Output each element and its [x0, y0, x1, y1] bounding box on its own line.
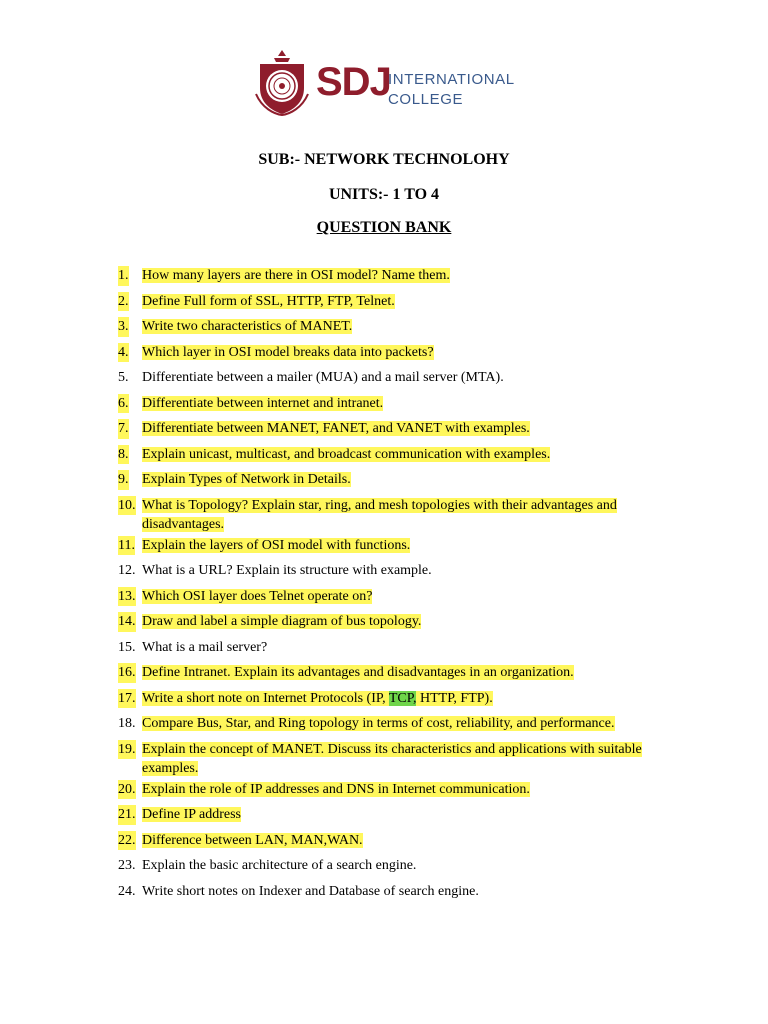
question-item: [118, 536, 648, 556]
question-item: [118, 714, 648, 734]
question-text: Write two characteristics of MANET.: [142, 319, 353, 334]
question-number: 13.: [118, 587, 136, 607]
question-text: What is a mail server?: [142, 639, 268, 655]
question-text: Define Full form of SSL, HTTP, FTP, Telnet.: [142, 293, 395, 309]
question-item: [118, 856, 648, 876]
brand-college-name: [388, 70, 515, 110]
college-seal-icon: [252, 48, 312, 116]
question-item: [118, 343, 648, 363]
brand-line-1: INTERNATIONAL: [388, 71, 515, 88]
question-text: Difference between LAN, MAN,WAN.: [142, 832, 363, 848]
question-text: Differentiate between a mailer (MUA) and a mail server (MTA).: [142, 370, 504, 385]
question-item: [118, 740, 648, 779]
question-list: [118, 266, 648, 907]
units-heading: UNITS:- 1 TO 4: [328, 186, 440, 203]
question-number: 6.: [118, 394, 129, 414]
question-text: Explain Types of Network in Details.: [142, 472, 351, 487]
question-text: Define IP address: [142, 807, 242, 822]
question-text: Explain the layers of OSI model with functions.: [142, 537, 411, 553]
question-item: [118, 882, 648, 902]
question-number: 22.: [118, 831, 136, 851]
question-number: 11.: [118, 536, 135, 556]
question-text: Differentiate between MANET, FANET, and VANET with examples.: [142, 421, 530, 436]
question-text: Explain the concept of MANET. Discuss its characteristics and applications with suitable examples.: [142, 741, 642, 776]
question-number: 18.: [118, 716, 136, 731]
question-text: Explain the role of IP addresses and DNS in Internet communication.: [142, 781, 530, 797]
question-text: What is Topology? Explain star, ring, and mesh topologies with their advantages and disadvantages.: [142, 497, 617, 532]
question-item: [118, 292, 648, 312]
question-item: [118, 831, 648, 851]
question-text: Write short notes on Indexer and Database of search engine.: [142, 883, 479, 899]
question-number: 3.: [118, 317, 129, 337]
question-text: Draw and label a simple diagram of bus topology.: [142, 614, 422, 629]
college-logo: [252, 48, 522, 120]
question-number: 14.: [118, 612, 136, 632]
question-number: 24.: [118, 883, 136, 899]
question-text-part: Write a short note on Internet Protocols (IP,: [142, 690, 389, 706]
question-text: What is a URL? Explain its structure with example.: [142, 563, 432, 578]
question-item: [118, 394, 648, 414]
question-item: [118, 445, 648, 465]
question-text: Compare Bus, Star, and Ring topology in terms of cost, reliability, and performance.: [142, 716, 615, 731]
question-text: Explain the basic architecture of a search engine.: [142, 858, 417, 873]
question-item: [118, 419, 648, 439]
question-item: [118, 470, 648, 490]
brand-line-2: COLLEGE: [388, 91, 464, 108]
question-item: [118, 368, 648, 388]
question-number: 7.: [118, 419, 129, 439]
question-number: 21.: [118, 805, 136, 825]
question-item: [118, 805, 648, 825]
question-number: 10.: [118, 496, 136, 516]
question-item: [118, 561, 648, 581]
question-text: Define Intranet. Explain its advantages and disadvantages in an organization.: [142, 665, 574, 680]
question-number: 23.: [118, 858, 136, 873]
question-item: [118, 663, 648, 683]
question-number: 15.: [118, 639, 136, 655]
question-item: [118, 638, 648, 658]
question-text-part: HTTP, FTP).: [416, 690, 493, 706]
question-number: 12.: [118, 563, 136, 578]
question-number: 4.: [118, 343, 129, 363]
question-item: [118, 266, 648, 286]
question-number: 9.: [118, 470, 129, 490]
question-text: Explain unicast, multicast, and broadcast communication with examples.: [142, 446, 551, 462]
question-item: [118, 317, 648, 337]
question-number: 19.: [118, 740, 136, 760]
question-text: Differentiate between internet and intranet.: [142, 395, 384, 411]
question-bank-title: QUESTION BANK: [316, 219, 452, 236]
question-text-green-highlight: TCP,: [388, 690, 417, 706]
question-number: 1.: [118, 266, 129, 286]
question-number: 17.: [118, 689, 136, 709]
question-number: 16.: [118, 663, 136, 683]
question-number: 20.: [118, 780, 136, 800]
question-item: [118, 780, 648, 800]
question-number: 2.: [118, 292, 129, 312]
question-item: [118, 689, 648, 709]
question-item: [118, 496, 648, 535]
question-text: Which OSI layer does Telnet operate on?: [142, 588, 373, 604]
question-item: [118, 612, 648, 632]
question-text: Which layer in OSI model breaks data into packets?: [142, 344, 434, 360]
subject-heading: SUB:- NETWORK TECHNOLOHY: [258, 151, 510, 168]
question-item: [118, 587, 648, 607]
question-text: How many layers are there in OSI model? Name them.: [142, 268, 450, 283]
question-number: 5.: [118, 370, 129, 385]
question-number: 8.: [118, 445, 129, 465]
brand-sdj: SDJ: [316, 60, 391, 104]
